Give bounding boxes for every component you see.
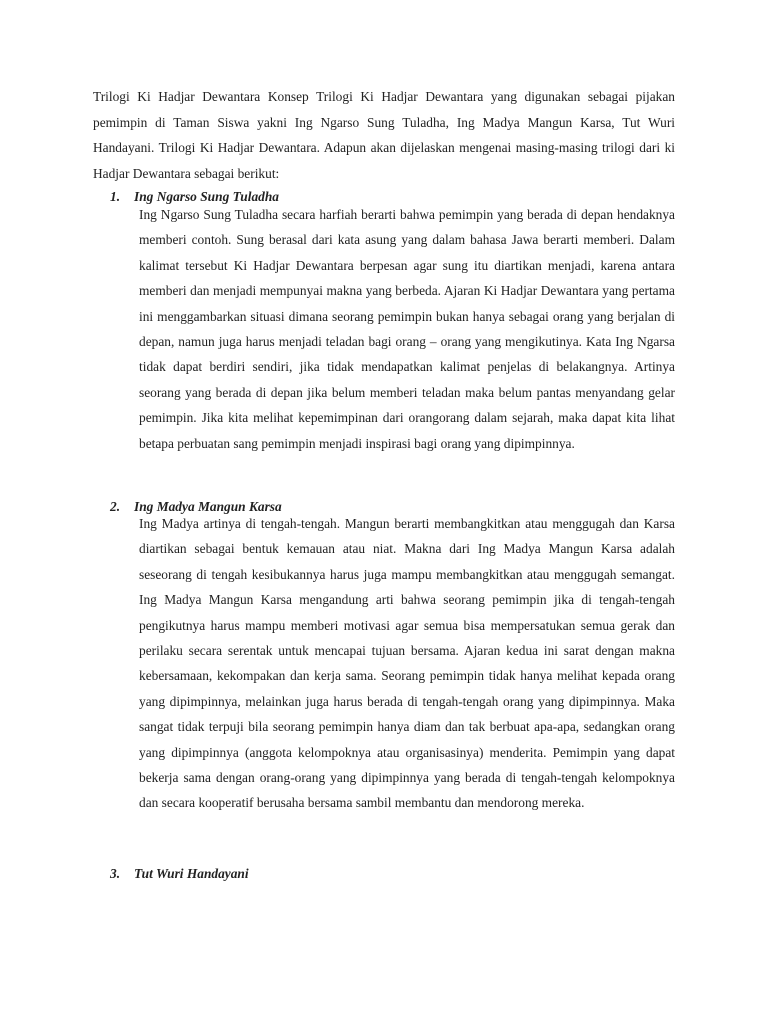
section-number: 3. [110,866,121,881]
section-title: Ing Ngarso Sung Tuladha [134,189,279,204]
section-title: Ing Madya Mangun Karsa [134,499,282,514]
section-number: 1. [110,189,121,204]
section-number: 2. [110,499,121,514]
section-heading-3 [110,866,249,882]
section-body-1: Ing Ngarso Sung Tuladha secara harfiah berarti bahwa pemimpin yang berada di depan hendaknya memberi contoh. Sung berasal dari kata asung yang dalam bahasa Jawa berarti memberi. Dalam kalimat tersebut Ki Hadjar Dewantara berpesan agar sung itu diartikan menjadi, karena antara memberi dan menjadi mempunyai makna yang berbeda. Ajaran Ki Hadjar Dewantara yang pertama ini menggambarkan situasi dimana seorang pemimpin bukan hanya sebagai orang yang berjalan di depan, namun juga harus menjadi teladan bagi orang – orang yang mengikutinya. Kata Ing Ngarsa tidak dapat berdiri sendiri, jika tidak mendapatkan kalimat penjelas di belakangnya. Artinya seorang yang berada di depan jika belum memberi teladan maka belum pantas menyandang gelar pemimpin. Jika kita melihat kepemimpinan dari orangorang dalam sejarah, maka dapat kita lihat betapa perbuatan sang pemimpin menjadi inspirasi bagi orang yang dipimpinnya. [139,207,675,451]
intro-paragraph: Trilogi Ki Hadjar Dewantara Konsep Trilogi Ki Hadjar Dewantara yang digunakan sebagai pijakan pemimpin di Taman Siswa yakni Ing Ngarso Sung Tuladha, Ing Madya Mangun Karsa, Tut Wuri Handayani. Trilogi Ki Hadjar Dewantara. Adapun akan dijelaskan mengenai masing-masing trilogi dari ki Hadjar Dewantara sebagai berikut: [93,89,675,181]
section-title: Tut Wuri Handayani [134,866,249,881]
section-body-2: Ing Madya artinya di tengah-tengah. Mangun berarti membangkitkan atau menggugah dan Karsa diartikan sebagai bentuk kemauan atau niat. Makna dari Ing Madya Mangun Karsa adalah seseorang di tengah kesibukannya harus juga mampu membangkitkan atau menggugah semangat. Ing Madya Mangun Karsa mengandung arti bahwa seorang pemimpin jika di tengah-tengah pengikutnya harus mampu memberi motivasi agar semua bisa mempersatukan semua gerak dan perilaku secara serentak untuk mencapai tujuan bersama. Ajaran kedua ini sarat dengan makna kebersamaan, kekompakan dan kerja sama. Seorang pemimpin tidak hanya melihat kepada orang yang dipimpinnya, melainkan juga harus berada di tengah-tengah orang yang dipimpinnya. Maka sangat tidak terpuji bila seorang pemimpin hanya diam dan tak berbuat apa-apa, sedangkan orang yang dipimpinnya (anggota kelompoknya atau organisasinya) menderita. Pemimpin yang dapat bekerja sama dengan orang-orang yang dipimpinnya yang berada di tengah-tengah kelompoknya dan secara kooperatif berusaha bersama sambil membantu dan mendorong mereka. [139,516,675,811]
